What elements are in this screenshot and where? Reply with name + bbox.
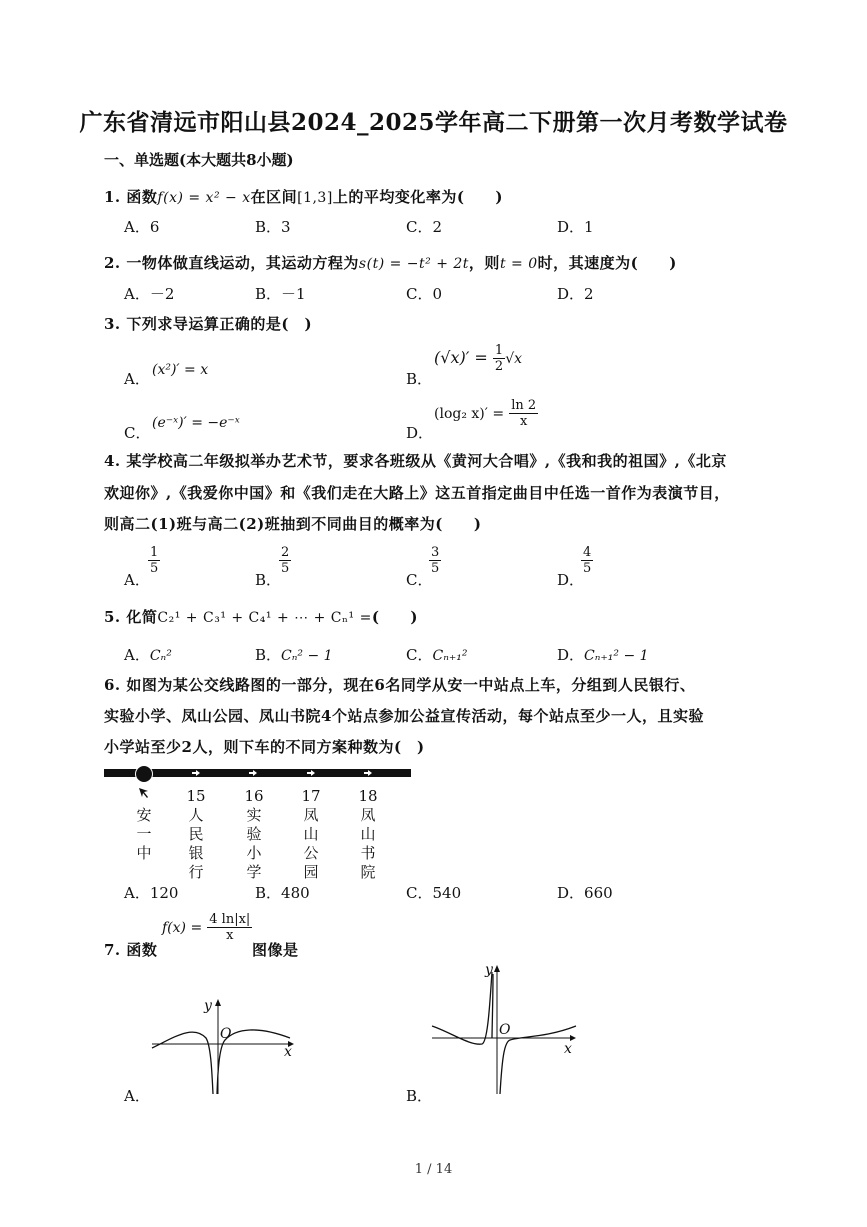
question-text: 化简 (126, 608, 158, 626)
option-b: B． (406, 370, 433, 388)
option-d: D．2 (557, 285, 594, 303)
option-a: A．Cₙ² (124, 646, 172, 664)
fraction-b: $\frac{2}{5}$ (281, 545, 290, 576)
question-number: 1. (104, 188, 121, 206)
graph-a (148, 994, 298, 1096)
question-text: 下列求导运算正确的是( ) (126, 315, 313, 333)
question-text: 一物体做直线运动，其运动方程为 (126, 254, 359, 272)
option-a: A． (124, 1087, 150, 1105)
question-text: ( ) (371, 608, 419, 626)
question-text: ，则 (468, 254, 500, 272)
arrow-right-icon (306, 769, 316, 777)
question-text: 在区间 (250, 188, 298, 206)
section-heading: 一、单选题(本大题共8小题) (104, 151, 294, 169)
arrow-up-left-icon (138, 787, 150, 799)
option-b: B． (255, 571, 282, 589)
question-4-line3: 则高二(1)班与高二(2)班抽到不同曲目的概率为( ) (104, 515, 482, 533)
question-text: 时，其速度为( ) (537, 254, 677, 272)
option-d: D．1 (557, 218, 594, 236)
option-b: B．480 (255, 884, 310, 902)
option-d: D．Cₙ₊₁² − 1 (557, 646, 649, 664)
option-c: C．2 (406, 218, 443, 236)
question-number: 6. (104, 676, 121, 694)
graph-b (430, 960, 580, 1096)
question-6-line2: 实验小学、凤山公园、凤山书院4个站点参加公益宣传活动，每个站点至少一人，且实验 (104, 707, 704, 725)
option-c: C． (406, 571, 433, 589)
question-text: 图像是 (252, 941, 299, 959)
formula-a: (x²)′ = x (152, 362, 209, 378)
question-text: 上的平均变化率为( ) (332, 188, 504, 206)
option-b: B．Cₙ² − 1 (255, 646, 333, 664)
question-text: 如图为某公交线路图的一部分，现在6名同学从安一中站点上车，分组到人民银行、 (126, 676, 696, 694)
formula-c: (e⁻ˣ)′ = −e⁻ˣ (152, 415, 240, 431)
option-b: B．－1 (255, 285, 306, 303)
fraction-a: $\frac{1}{5}$ (150, 545, 159, 576)
x-label: x (564, 1041, 572, 1057)
formula: f(x) = $\frac{4 \ln|x|}{x}$ (162, 912, 251, 943)
arrow-right-icon (191, 769, 201, 777)
question-2 (104, 252, 677, 273)
stop-label-renminyinhang: 15 人 民 银 行 (186, 787, 206, 881)
option-d: D． (406, 424, 434, 442)
option-a: A． (124, 370, 150, 388)
question-text: 函数 (126, 188, 158, 206)
option-c: C． (124, 424, 151, 442)
question-4 (104, 450, 727, 471)
stop-label-shiyanxiaoxue: 16 实 验 小 学 (244, 787, 264, 881)
option-c: C．540 (406, 884, 462, 902)
stop-label-fengshanshuyuan: 18 凤 山 书 院 (358, 787, 378, 881)
question-6 (104, 674, 695, 695)
question-number: 7. (104, 941, 121, 959)
formula-b: (√x)′ = $\frac{1}{2}$ √x (434, 343, 523, 374)
fraction-d: $\frac{4}{5}$ (583, 545, 592, 576)
question-1 (104, 186, 503, 207)
interval: [1,3] (297, 190, 333, 206)
option-a: A． (124, 571, 150, 589)
option-d: D．660 (557, 884, 613, 902)
stop-label-fengshangongyuan: 17 凤 山 公 园 (301, 787, 321, 881)
option-a: A．－2 (124, 285, 175, 303)
question-5 (104, 606, 418, 627)
option-b: B．3 (255, 218, 291, 236)
option-d: D． (557, 571, 585, 589)
y-label: y (204, 998, 212, 1014)
question-4-line2: 欢迎你》,《我爱你中国》和《我们走在大路上》这五首指定曲目中任选一首作为表演节目， (104, 484, 730, 502)
arrow-right-icon (248, 769, 258, 777)
option-c: C．Cₙ₊₁² (406, 646, 468, 664)
origin-label: O (499, 1022, 511, 1038)
y-label: y (485, 962, 493, 978)
condition: t = 0 (499, 256, 538, 272)
formula: C₂¹ + C₃¹ + C₄¹ + ⋯ + Cₙ¹ = (157, 610, 372, 626)
question-3 (104, 313, 312, 334)
fraction-c: $\frac{3}{5}$ (431, 545, 440, 576)
formula: f(x) = x² − x (157, 190, 251, 206)
start-stop-marker (135, 765, 153, 783)
stop-label-anyizhong: 安 一 中 (136, 806, 152, 862)
formula: s(t) = −t² + 2t (358, 256, 469, 272)
arrow-right-icon (363, 769, 373, 777)
option-b: B． (406, 1087, 433, 1105)
question-number: 5. (104, 608, 121, 626)
page-number: 1 / 14 (414, 1162, 453, 1177)
formula-d: (log₂ x)′ = $\frac{\ln 2}{x}$ (434, 398, 537, 429)
curve (492, 974, 493, 1038)
x-label: x (284, 1044, 292, 1060)
option-c: C．0 (406, 285, 443, 303)
question-6-line3: 小学站至少2人，则下车的不同方案种数为( ) (104, 738, 425, 756)
curve (152, 1032, 213, 1094)
curve (432, 972, 492, 1044)
page-title: 广东省清远市阳山县2024_2025学年高二下册第一次月考数学试卷 (79, 109, 788, 136)
question-number: 3. (104, 315, 121, 333)
option-a: A．6 (124, 218, 160, 236)
question-number: 4. (104, 452, 121, 470)
question-7 (104, 939, 157, 960)
origin-label: O (220, 1026, 232, 1042)
option-a: A．120 (124, 884, 179, 902)
question-number: 2. (104, 254, 121, 272)
question-text: 某学校高二年级拟举办艺术节，要求各班级从《黄河大合唱》,《我和我的祖国》,《北京 (126, 452, 727, 470)
curve (500, 1026, 576, 1094)
question-text: 函数 (126, 941, 158, 959)
